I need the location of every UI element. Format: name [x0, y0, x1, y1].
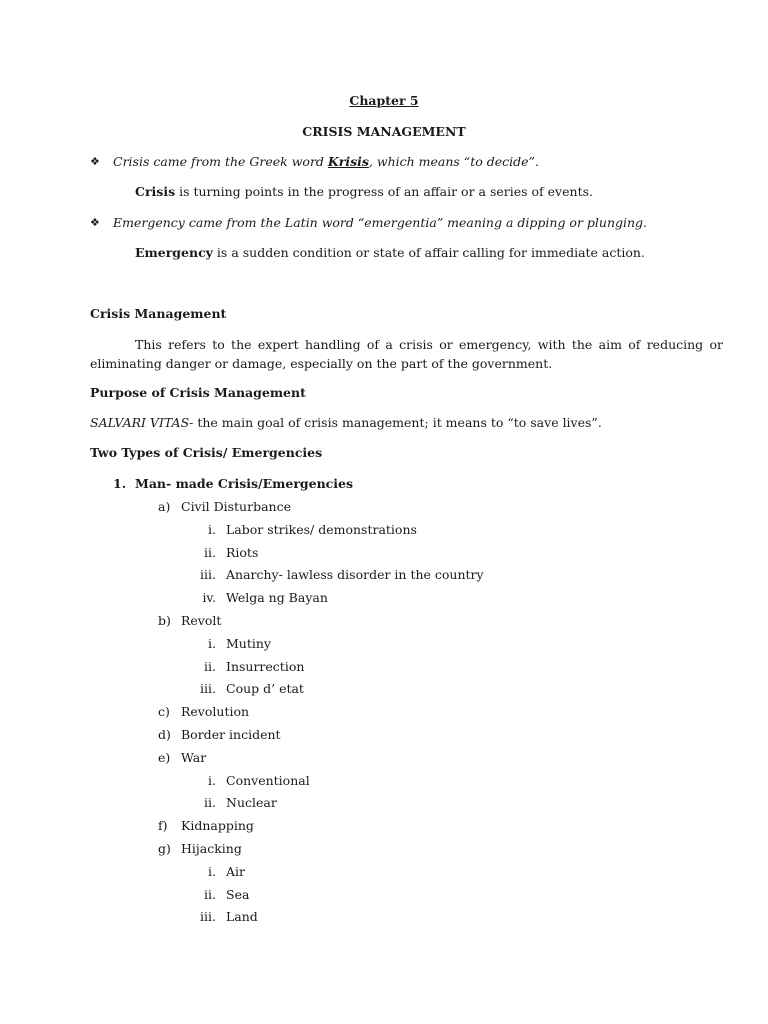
diamond-bullet-icon: ❖: [90, 155, 100, 168]
emergency-definition-text: is a sudden condition or state of affair calling for immediate action.: [212, 245, 645, 260]
emergency-origin-text: Emergency came from the Latin word “emergentia” meaning a dipping or plunging.: [113, 215, 648, 230]
sub-item-marker: ii.: [204, 658, 216, 674]
outline-item-label: Hijacking: [181, 841, 242, 856]
crisis-management-heading: Crisis Management: [90, 306, 227, 321]
sub-item-marker: ii.: [204, 544, 216, 560]
crisis-definition-text: is turning points in the progress of an affair or a series of events.: [175, 184, 593, 199]
outline-item-marker: g): [158, 841, 171, 856]
sub-item-marker: i.: [208, 863, 216, 879]
purpose-text: - the main goal of crisis management; it means to “to save lives”.: [189, 415, 602, 430]
outline-item-marker: b): [158, 613, 171, 628]
sub-item-marker: ii.: [204, 795, 216, 811]
outline-item-marker: c): [158, 704, 170, 720]
sub-item-label: Anarchy- lawless disorder in the country: [226, 567, 484, 583]
sub-item-label: Labor strikes/ demonstrations: [226, 521, 417, 537]
outline-item-label: Kidnapping: [181, 818, 254, 834]
type-1-number: 1.: [113, 476, 127, 491]
page-title: CRISIS MANAGEMENT: [302, 124, 466, 139]
sub-item-label: Conventional: [226, 772, 310, 788]
outline-item-label: Border incident: [181, 727, 281, 742]
outline-item-marker: d): [158, 727, 171, 742]
outline-item-marker: f): [158, 818, 168, 834]
sub-item-label: Insurrection: [226, 658, 305, 674]
sub-item-label: Mutiny: [226, 635, 271, 651]
sub-item-marker: ii.: [204, 886, 216, 902]
crisis-definition: [135, 184, 593, 199]
outline-item-marker: a): [158, 499, 171, 514]
chapter-heading: Chapter 5: [349, 93, 419, 108]
outline-item-label: Civil Disturbance: [181, 499, 291, 514]
emergency-definition: [135, 245, 645, 260]
types-heading: Two Types of Crisis/ Emergencies: [90, 445, 323, 460]
type-1-label: Man- made Crisis/Emergencies: [135, 476, 354, 491]
sub-item-label: Welga ng Bayan: [226, 590, 328, 606]
sub-item-label: Land: [226, 909, 258, 925]
outline-item-label: Revolt: [181, 613, 222, 628]
crisis-term: Crisis: [135, 184, 176, 199]
crisis-origin-text: [113, 154, 539, 169]
sub-item-label: Air: [226, 863, 246, 879]
sub-item-label: Coup d’ etat: [226, 681, 304, 697]
sub-item-marker: i.: [208, 635, 216, 651]
salvari-vitas-term: SALVARI VITAS: [90, 415, 190, 430]
sub-item-marker: i.: [208, 521, 216, 537]
sub-item-marker: iii.: [200, 567, 216, 583]
diamond-bullet-icon: ❖: [90, 216, 100, 229]
sub-item-label: Sea: [226, 886, 250, 902]
crisis-management-line-2: eliminating danger or damage, especially on the part of the government.: [90, 356, 553, 371]
crisis-management-paragraph: [90, 335, 723, 373]
outline-item-marker: e): [158, 749, 171, 765]
crisis-origin-post: , which means “to decide”.: [368, 154, 539, 169]
sub-item-marker: iii.: [200, 909, 216, 925]
sub-item-label: Riots: [226, 544, 259, 560]
crisis-origin-pre: Crisis came from the Greek word: [113, 154, 328, 169]
outline-item-label: Revolution: [181, 704, 250, 720]
krisis-word: Krisis: [327, 154, 369, 169]
sub-item-label: Nuclear: [226, 795, 277, 811]
purpose-heading: Purpose of Crisis Management: [90, 385, 306, 400]
outline-item-label: War: [181, 749, 207, 765]
sub-item-marker: iv.: [202, 590, 216, 606]
sub-item-marker: i.: [208, 772, 216, 788]
purpose-paragraph: [90, 415, 602, 430]
emergency-term: Emergency: [135, 245, 213, 260]
crisis-management-line-1: This refers to the expert handling of a crisis or emergency, with the aim of reducing or: [135, 337, 723, 352]
sub-item-marker: iii.: [200, 681, 216, 697]
